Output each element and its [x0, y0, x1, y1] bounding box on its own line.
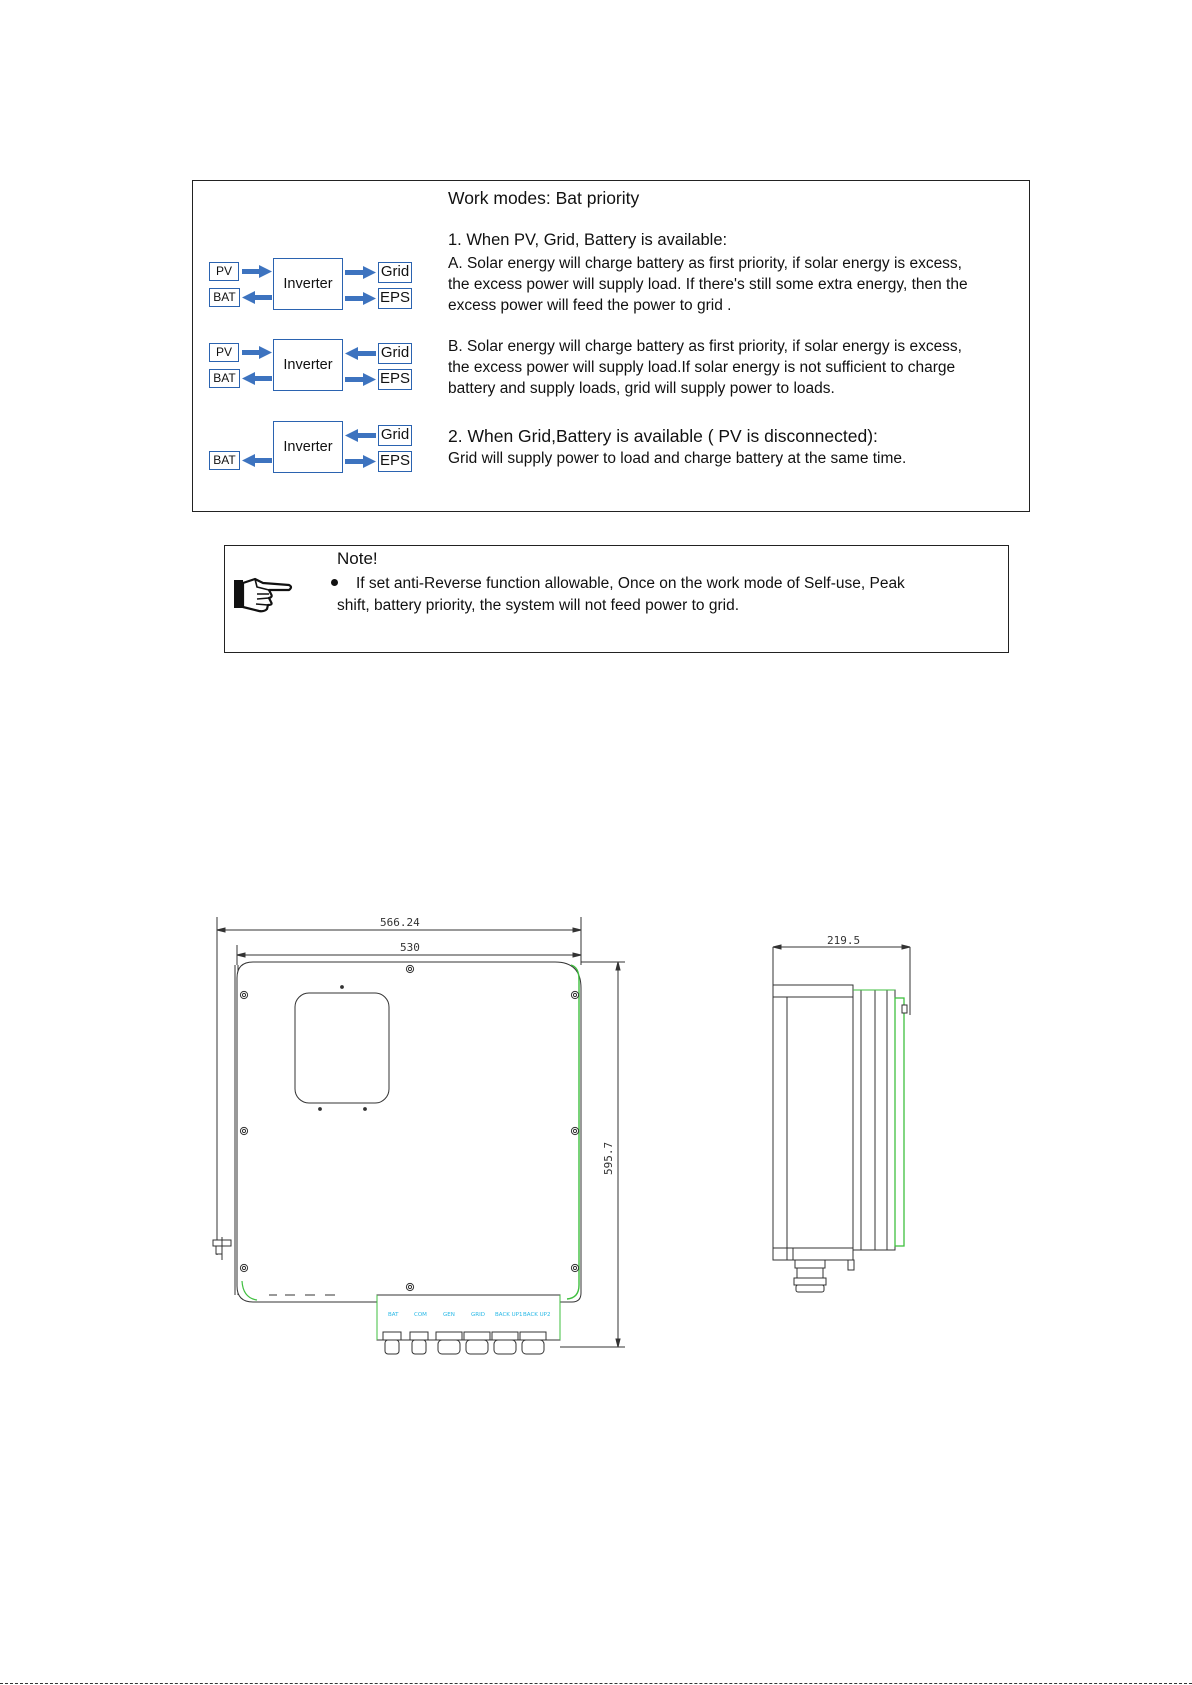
- eps-label: EPS: [378, 369, 412, 390]
- port-label-gen: GEN: [443, 1312, 455, 1318]
- note-bullet: [331, 579, 338, 586]
- case-b-line-1: B. Solar energy will charge battery as first priority, if solar energy is excess,: [448, 338, 962, 355]
- grid-label: Grid: [378, 425, 412, 446]
- flow-arrows: [209, 256, 419, 316]
- flow-diagram-3: [209, 419, 409, 475]
- port-label-bat: BAT: [388, 1312, 399, 1318]
- case-a-line-3: excess power will feed the power to grid .: [448, 297, 732, 314]
- grid-label: Grid: [378, 262, 412, 283]
- note-box: [224, 545, 1009, 653]
- dim-height: 595.7: [602, 1141, 615, 1175]
- work-modes-box: [192, 180, 1030, 512]
- note-title: Note!: [337, 549, 378, 568]
- section-2-title: 2. When Grid,Battery is available ( PV is disconnected):: [448, 426, 878, 446]
- pv-label: PV: [209, 343, 239, 362]
- work-modes-heading: Work modes: Bat priority: [448, 188, 640, 208]
- dim-depth: 219.5: [827, 935, 861, 947]
- front-view-drawing: [205, 905, 635, 1355]
- bat-label: BAT: [209, 369, 240, 388]
- flow-diagram-1: [209, 256, 409, 312]
- case-b-line-2: the excess power will supply load.If solar energy is not sufficient to charge: [448, 359, 956, 376]
- section-2-line: Grid will supply power to load and charge battery at the same time.: [448, 450, 907, 467]
- note-line-1: If set anti-Reverse function allowable, Once on the work mode of Self-use, Peak: [356, 575, 905, 592]
- port-label-grid: GRID: [471, 1312, 485, 1318]
- case-a-line-1: A. Solar energy will charge battery as first priority, if solar energy is excess,: [448, 255, 962, 272]
- case-b-line-3: battery and supply loads, grid will supply power to loads.: [448, 380, 835, 397]
- port-label-backup1: BACK UP1: [495, 1312, 523, 1318]
- side-view-drawing: [765, 935, 925, 1355]
- inverter-box: Inverter: [273, 258, 343, 310]
- bat-label: BAT: [209, 288, 240, 307]
- flow-arrows: [209, 337, 419, 397]
- port-label-backup2: BACK UP2: [523, 1312, 551, 1318]
- port-label-com: COM: [414, 1312, 427, 1318]
- flow-diagram-2: [209, 337, 409, 393]
- page-footer-line: [0, 1683, 1192, 1684]
- grid-label: Grid: [378, 343, 412, 364]
- section-1-title: 1. When PV, Grid, Battery is available:: [448, 231, 728, 249]
- bat-label: BAT: [209, 451, 240, 470]
- inverter-box: Inverter: [273, 421, 343, 473]
- eps-label: EPS: [378, 451, 412, 472]
- dim-body-width: 530: [400, 941, 420, 954]
- pv-label: PV: [209, 262, 239, 281]
- pointing-hand-icon: [233, 574, 293, 614]
- dim-overall-width: 566.24: [380, 916, 420, 929]
- note-line-2: shift, battery priority, the system will not feed power to grid.: [337, 597, 740, 614]
- flow-arrows: [209, 419, 419, 479]
- eps-label: EPS: [378, 288, 412, 309]
- case-a-line-2: the excess power will supply load. If there's still some extra energy, then the: [448, 276, 968, 293]
- inverter-box: Inverter: [273, 339, 343, 391]
